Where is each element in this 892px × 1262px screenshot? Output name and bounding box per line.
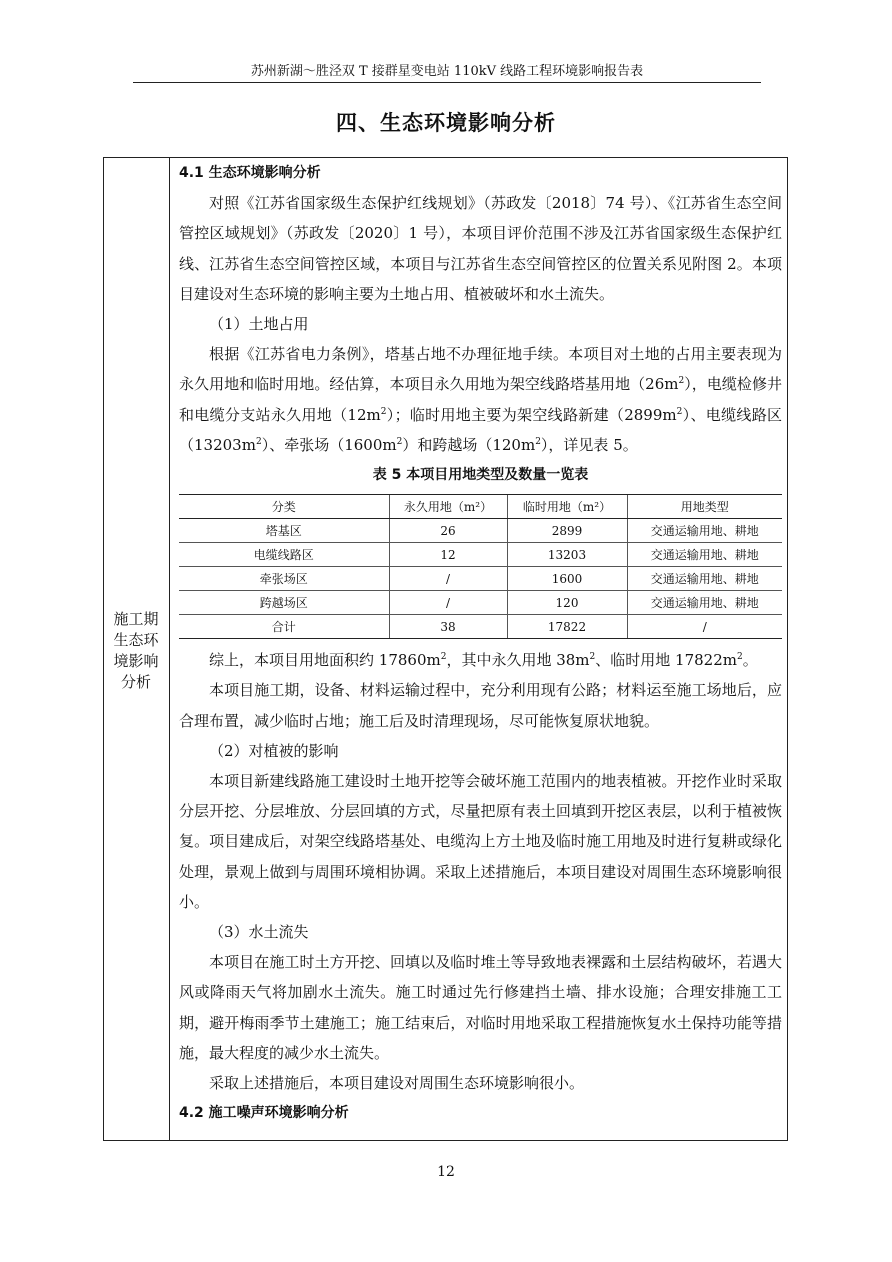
text-run: ），电缆检修井和电缆分支站永久用地（12m [179,375,782,424]
table-cell: 塔基区 [179,519,389,543]
table-cell: / [389,591,507,615]
superscript: 2 [678,376,685,387]
table-cell: 跨越场区 [179,591,389,615]
table-header-cell: 分类 [179,495,389,519]
table-cell: 合计 [179,615,389,639]
table-cell: 2899 [507,519,627,543]
heading-4-1: 4.1 生态环境影响分析 [179,165,321,181]
header-rule [133,82,761,83]
table-caption: 表 5 本项目用地类型及数量一览表 [372,467,589,484]
table-cell: 120 [507,591,627,615]
table-row [179,543,782,567]
side-label-line: 分析 [120,673,151,691]
table-row [179,567,782,591]
text-run: ）、电缆线路区（13203m [179,405,783,454]
paragraph-intro: 对照《江苏省国家级生态保护红线规划》（苏政发〔2018〕74 号）、《江苏省生态空间管控区域规划》（苏政发〔2020〕1 号），本项目评价范围不涉及江苏省国家级生态保护红线、江苏省生态空间管控区域，本项目与江苏省生态空间管控区的位置关系见附图 2。本项目建设对生态环境的影响主要为土地占用、植被破坏和水土流失。 [179,194,782,303]
table-header-cell: 临时用地（m²） [507,495,627,519]
text-run: ，其中永久用地 38m [446,651,590,670]
superscript: 2 [380,406,387,417]
text-run: ）；临时用地主要为架空线路新建（2899m [386,405,677,424]
running-header: 苏州新湖～胜泾双 T 接群星变电站 110kV 线路工程环境影响报告表 [250,64,644,79]
page-number: 12 [437,1164,455,1180]
table-cell: / [389,567,507,591]
table-cell: 1600 [507,567,627,591]
table-cell: 17822 [507,615,627,639]
superscript: 2 [737,652,743,663]
paragraph-summary [179,645,782,675]
table-cell: 交通运输用地、耕地 [627,519,782,543]
paragraph-soil-erosion: 本项目在施工时土方开挖、回填以及临时堆土等导致地表裸露和土层结构破坏，若遇大风或降雨天气将加剧水土流失。施工时通过先行修建挡土墙、排水设施；合理安排施工工期，避开梅雨季节土建施工；施工结束后，对临时用地采取工程措施恢复水土保持功能等措施，最大程度的减少水土流失。 [179,953,782,1062]
table-cell: / [627,615,782,639]
table-header-cell: 永久用地（m²） [389,495,507,519]
table-header-cell: 用地类型 [627,495,782,519]
table-cell: 26 [389,519,507,543]
subheading-vegetation: （2）对植被的影响 [209,741,339,760]
table-cell: 交通运输用地、耕地 [627,591,782,615]
table-cell: 38 [389,615,507,639]
superscript: 2 [589,652,596,663]
paragraph-construction: 本项目施工期，设备、材料运输过程中，充分利用现有公路；材料运至施工场地后，应合理布置，减少临时占地；施工后及时清理现场，尽可能恢复原状地貌。 [179,681,782,730]
text-run: 根据《江苏省电力条例》，塔基占地不办理征地手续。本项目对土地的占用主要表现为永久用地和临时用地。经估算，本项目永久用地为架空线路塔基用地（26m [179,345,782,394]
table-cell: 交通运输用地、耕地 [627,567,782,591]
table-row [179,519,782,543]
paragraph-conclusion: 采取上述措施后，本项目建设对周围生态环境影响很小。 [209,1074,585,1093]
side-label-line: 生态环 [113,631,159,649]
text-run: ）和跨越场（120m [402,435,536,454]
paragraph-land-use [179,339,782,460]
subheading-soil-erosion: （3）水土流失 [209,923,309,942]
table-cell: 13203 [507,543,627,567]
side-label [103,609,169,693]
table-cell: 交通运输用地、耕地 [627,543,782,567]
table-cell: 12 [389,543,507,567]
table-header-row [179,495,782,519]
text-run: 、临时用地 17822m [595,651,737,670]
heading-4-2: 4.2 施工噪声环境影响分析 [179,1105,349,1122]
superscript: 2 [440,652,447,663]
land-use-table [179,494,782,639]
table-total-row [179,615,782,639]
text-run: ），详见表 5。 [540,435,638,454]
table-cell: 牵张场区 [179,567,389,591]
table-row [179,591,782,615]
frame-divider [169,157,170,1141]
section-title: 四、生态环境影响分析 [336,111,556,135]
side-label-line: 境影响 [113,652,159,670]
superscript: 2 [396,436,403,447]
paragraph-vegetation: 本项目新建线路施工建设时土地开挖等会破坏施工范围内的地表植被。开挖作业时采取分层开挖、分层堆放、分层回填的方式，尽量把原有表土回填到开挖区表层，以利于植被恢复。项目建成后，对架空线路塔基处、电缆沟上方土地及临时施工用地及时进行复耕或绿化处理，景观上做到与周围环境相协调。采取上述措施后，本项目建设对周围生态环境影响很小。 [179,772,782,911]
superscript: 2 [255,436,262,447]
superscript: 2 [535,436,541,447]
superscript: 2 [676,406,683,417]
text-run: 综上，本项目用地面积约 17860m [209,651,441,670]
table-cell: 电缆线路区 [179,543,389,567]
content-body [179,158,782,1128]
text-run: ）、牵张场（1600m [261,435,397,454]
side-label-line: 施工期 [113,610,159,628]
text-run: 。 [742,651,758,670]
subheading-land-use: （1）土地占用 [209,315,309,334]
